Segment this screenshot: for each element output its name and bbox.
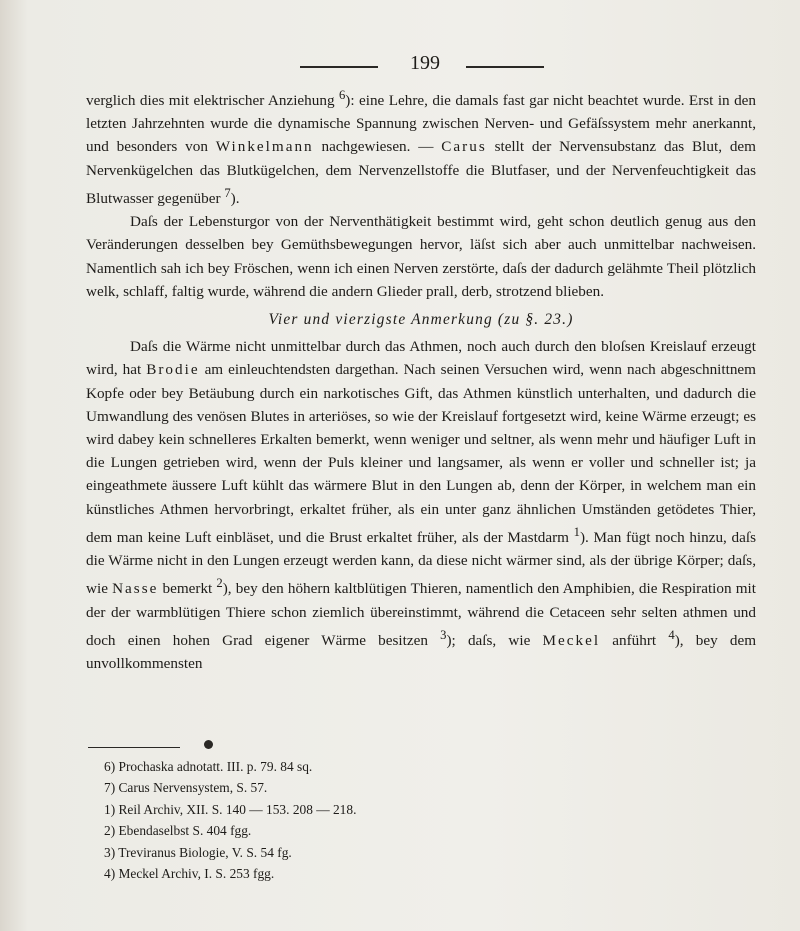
header-rule-right	[466, 66, 544, 68]
page-header	[0, 52, 800, 76]
footnotes	[104, 756, 664, 884]
footnote: 4) Meckel Archiv, I. S. 253 fgg.	[104, 866, 275, 882]
section-heading: Vier und vierzigste Anmerkung (zu §. 23.)	[268, 310, 574, 328]
page-number: 199	[410, 52, 440, 74]
header-rule-left	[300, 66, 378, 68]
paragraph: verglich dies mit elektrischer Anziehung $^6$): eine Lehre, die damals fast gar nicht beachtet wurde. Erst in den letzten Jahrzehnten wurde die dynamische Spannung zwischen Nerven- und Gefäſssystem mehr anerkannt, und besonders von Winkelmann nachgewiesen. — Carus stellt der Nervensubstanz das Blut, dem Nervenkügelchen das Blutkügelchen, dem Nervenzellstoffe die Blutfaser, und der Nervenfeuchtigkeit das Blutwasser gegenüber $^7$).	[86, 88, 756, 207]
ink-blot	[204, 740, 213, 749]
footnote: 6) Prochaska adnotatt. III. p. 79. 84 sq.	[104, 759, 313, 774]
footnote: 2) Ebendaselbst S. 404 fgg.	[104, 823, 252, 839]
paragraph: Daſs die Wärme nicht unmittelbar durch das Athmen, noch auch durch den bloſsen Kreislauf erzeugt wird, hat Brodie am einleuchtendsten dargethan. Nach seinen Versuchen wird, wenn nach abgeschnittnem Kopfe oder bey Betäubung durch ein narkotisches Gift, das Athmen künstlich unterhalten, und dadurch die Umwandlung des venösen Blutes in arteriöses, so wie der Kreislauf fortgesetzt wird, keine Wärme erzeugt; es wird dabey kein schnelleres Erkalten bemerkt, wenn weniger und seltner, als wenn mehr und häufiger Luft in die Lungen getrieben wird, wenn der Puls kleiner und langsamer, als wenn er voller und schneller ist; ja eingeathmete äussere Luft kühlt das wärmere Blut in den Lungen ab, denn der Körper, in welchem man ein künstliches Athmen hervorbringt, erkaltet früher, als ein unter ganz ähnlichen Umständen getödetes Thier, dem man keine Luft einbläset, und die Brust erkaltet früher, als der Mastdarm $^1$). Man fügt noch hinzu, daſs die Wärme nicht in den Lungen erzeugt werden kann, da diese nicht wärmer sind, als der übrige Körper; daſs, wie Nasse bemerkt $^2$), bey den höhern kaltblütigen Thieren, namentlich den Amphibien, die Respiration mit der der warmblütigen Thiere schon ziemlich übereinstimmt, während die Cetaceen sehr selten athmen und doch einen hohen Grad eigener Wärme besitzen $^3$); daſs, wie Meckel anführt $^4$), bey dem unvollkommensten	[86, 338, 757, 672]
main-text	[86, 84, 756, 675]
footnote-separator	[88, 747, 180, 748]
footnote: 3) Treviranus Biologie, V. S. 54 fg.	[104, 844, 292, 860]
footnote: 7) Carus Nervensystem, S. 57.	[104, 780, 268, 796]
footnote: 1) Reil Archiv, XII. S. 140 — 153. 208 — 218.	[104, 801, 357, 817]
paragraph: Daſs der Lebensturgor von der Nerventhätigkeit bestimmt wird, geht schon deutlich genug aus den Veränderungen desselben bey Gemüthsbewegungen hervor, läſst sich aber auch unmittelbar nachweisen. Namentlich sah ich bey Fröschen, wenn ich einen Nerven zerstörte, daſs der dadurch gelähmte Theil plötzlich welk, schlaff, faltig wurde, während die andern Glieder prall, derb, strotzend blieben.	[86, 213, 756, 300]
